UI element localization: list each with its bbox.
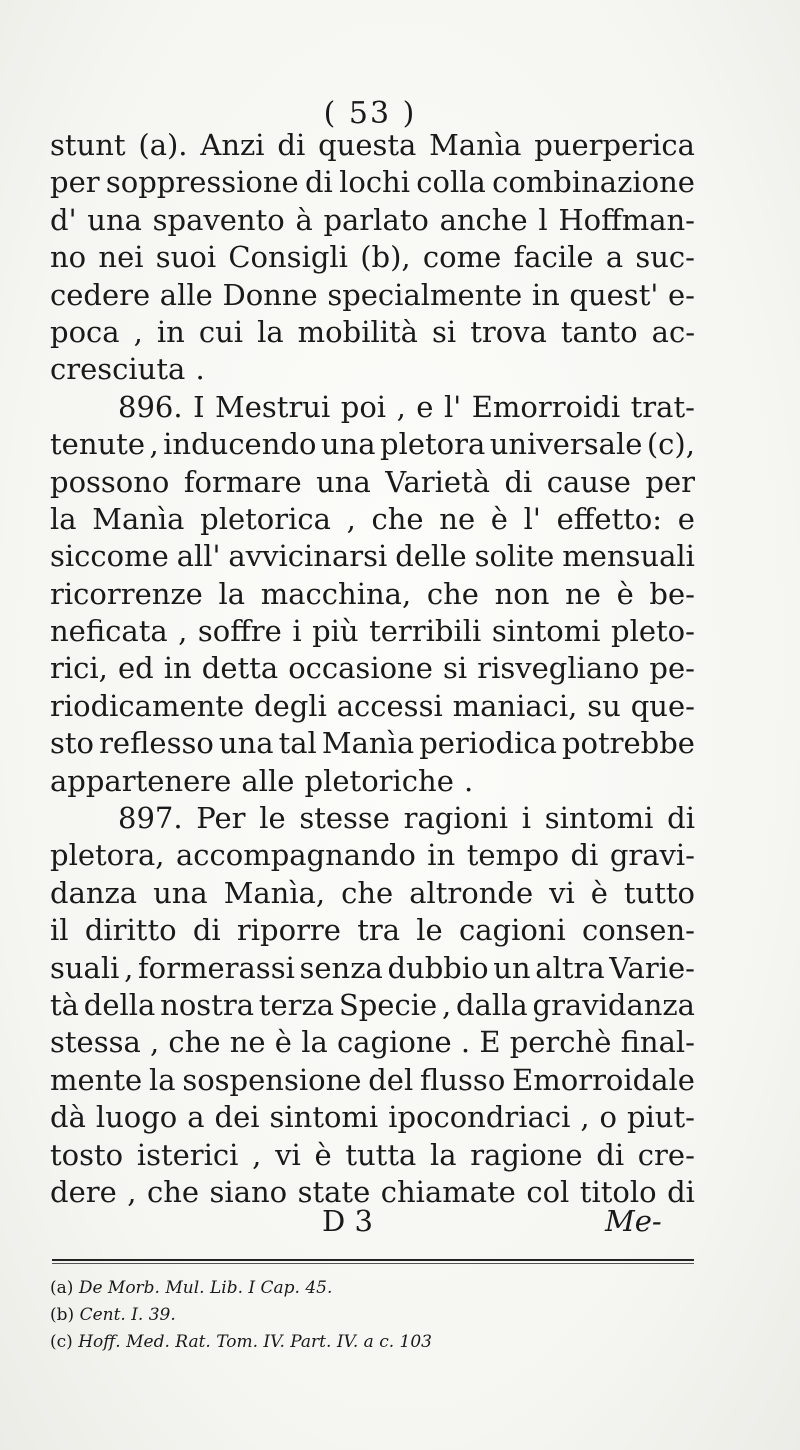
word: dubbio: [387, 950, 489, 985]
text-line: [50, 501, 695, 538]
word: ,: [133, 314, 143, 349]
word: cui: [198, 314, 244, 349]
word: di: [667, 1174, 695, 1209]
word: nostra: [160, 987, 254, 1022]
word: flusso: [420, 1062, 506, 1097]
word: non: [494, 576, 550, 611]
word: come: [422, 240, 502, 275]
text-line: [50, 837, 695, 874]
word: mobilità: [297, 314, 418, 349]
word: la: [301, 1025, 328, 1060]
word: cause: [546, 464, 631, 499]
footnote-text: Hoff. Med. Rat. Tom. IV. Part. IV. a c. 103: [78, 1332, 432, 1352]
word: 896.: [118, 389, 183, 424]
word: riporre: [236, 913, 341, 948]
word: no: [50, 240, 87, 275]
word: l': [523, 501, 541, 536]
word: di: [667, 801, 695, 836]
word: siano: [209, 1174, 288, 1209]
text-line: [50, 576, 695, 613]
word: d': [50, 202, 77, 237]
word: a: [605, 240, 624, 275]
text-line: [50, 426, 695, 463]
word: be-: [649, 576, 695, 611]
word: pleto-: [611, 614, 695, 649]
word: in: [156, 314, 185, 349]
word: effetto:: [556, 501, 663, 536]
word: le: [416, 913, 443, 948]
word: diritto: [84, 913, 177, 948]
word: formerassi: [137, 950, 295, 985]
word: gravi-: [609, 838, 695, 873]
footnote-text: De Morb. Mul. Lib. I Cap. 45.: [78, 1278, 333, 1298]
word: possono: [50, 464, 170, 499]
word: tutto: [623, 875, 695, 910]
word: per: [50, 165, 100, 200]
word: sto: [50, 726, 94, 761]
word: alle: [159, 277, 213, 312]
word: tal: [278, 726, 317, 761]
footnote-mark: (c): [50, 1332, 73, 1352]
word: altronde: [409, 875, 534, 910]
word: in: [163, 651, 192, 686]
word: anche: [439, 202, 528, 237]
text-line: [50, 389, 695, 426]
word: ,: [124, 950, 134, 985]
word: Hoffman-: [558, 202, 695, 237]
word: di: [570, 838, 599, 873]
word: specialmente: [327, 277, 523, 312]
word: ,: [149, 427, 159, 462]
word: Manìa: [429, 128, 522, 162]
word: ipocondriaci: [388, 1100, 571, 1135]
word: detta: [201, 651, 279, 686]
footnote: [50, 1302, 670, 1329]
word: piut-: [626, 1100, 695, 1135]
word: che: [426, 576, 479, 611]
word: cagioni: [458, 913, 566, 948]
word: gravidanza: [532, 987, 695, 1022]
word: la: [429, 1137, 457, 1172]
word: una: [316, 464, 371, 499]
word: è: [490, 501, 508, 536]
word: ,: [441, 987, 452, 1022]
word: di: [277, 128, 306, 162]
word: lochi: [339, 165, 411, 200]
word: alle: [241, 763, 295, 798]
word: suali: [50, 950, 120, 985]
word: riodicamente: [50, 688, 245, 723]
word: cagione: [336, 1025, 452, 1060]
word: pletoriche: [304, 763, 454, 798]
word: è: [616, 576, 634, 611]
text-line: [50, 950, 695, 987]
word: questa: [318, 128, 417, 162]
word: ragione: [470, 1137, 583, 1172]
word: Varie-: [609, 950, 695, 985]
text-line: [50, 650, 695, 687]
word: in: [531, 277, 560, 312]
word: che: [341, 875, 394, 910]
word: poi: [340, 389, 387, 424]
word: formare: [183, 464, 302, 499]
word: si: [432, 314, 457, 349]
word: che: [371, 501, 424, 536]
word: appartenere: [50, 763, 232, 798]
word: a: [187, 1100, 205, 1135]
word: e: [677, 501, 695, 536]
word: una: [320, 427, 376, 462]
text-line: [50, 314, 695, 351]
word: tenute: [50, 427, 145, 462]
word: una: [218, 726, 274, 761]
word: soffre: [197, 614, 282, 649]
word: la: [50, 501, 77, 536]
word: ,: [149, 1025, 160, 1060]
word: la: [218, 576, 246, 611]
word: .: [195, 352, 205, 387]
word: risvegliano: [477, 651, 640, 686]
word: .: [460, 1025, 471, 1060]
word: accompagnando: [175, 838, 416, 873]
word: quest': [569, 277, 659, 312]
word: periodica: [419, 726, 557, 761]
word: la: [257, 314, 284, 349]
word: è: [314, 1137, 332, 1172]
word: ,: [252, 1137, 262, 1172]
word: ,: [178, 614, 188, 649]
word: colla: [416, 165, 486, 200]
word: soppressione: [105, 165, 299, 200]
text-line: [50, 800, 695, 837]
word: più: [312, 614, 359, 649]
text-line: [50, 164, 695, 201]
word: Manìa: [321, 726, 415, 761]
word: mente: [50, 1062, 143, 1097]
word: ,: [127, 1174, 137, 1209]
word: titolo: [579, 1174, 657, 1209]
word: del: [368, 1062, 414, 1097]
word: e: [416, 389, 434, 424]
word: ricorrenze: [50, 576, 203, 611]
word: ,: [580, 1100, 590, 1135]
word: tra: [357, 913, 401, 948]
word: che: [168, 1025, 221, 1060]
word: degli: [254, 688, 327, 723]
word: dei: [214, 1100, 260, 1135]
word: siccome: [50, 539, 169, 574]
word: vi: [275, 1137, 301, 1172]
text-line: [50, 538, 695, 575]
word: (c),: [646, 427, 695, 462]
word: Manìa,: [223, 875, 326, 910]
word: isterici: [136, 1137, 239, 1172]
word: chiamate: [380, 1174, 516, 1209]
signature-row: [0, 1200, 800, 1240]
word: parlato: [323, 202, 429, 237]
word: la: [148, 1062, 176, 1097]
word: tanto: [560, 314, 638, 349]
word: tosto: [50, 1137, 124, 1172]
word: state: [297, 1174, 371, 1209]
word: il: [50, 913, 69, 948]
word: mensuali: [562, 539, 695, 574]
word: sintomi: [491, 614, 601, 649]
word: combinazione: [492, 165, 695, 200]
text-line: [50, 763, 695, 800]
word: della: [83, 987, 156, 1022]
word: di: [596, 1137, 625, 1172]
text-line: [50, 1099, 695, 1136]
word: suc-: [635, 240, 695, 275]
word: Manìa: [92, 501, 185, 536]
body-text: [50, 127, 695, 1211]
word: tempo: [466, 838, 560, 873]
footnote-rule-thin: [52, 1263, 694, 1264]
word: sintomi: [269, 1100, 379, 1135]
word: cedere: [50, 277, 151, 312]
word: nei: [98, 240, 144, 275]
word: per: [645, 464, 695, 499]
text-line: [50, 127, 695, 164]
word: altra: [535, 950, 605, 985]
word: dà: [50, 1100, 86, 1135]
word: sintomi: [544, 801, 654, 836]
word: una: [153, 875, 208, 910]
text-line: [50, 202, 695, 239]
word: neficata: [50, 614, 168, 649]
text-line: [50, 613, 695, 650]
word: ne: [439, 501, 476, 536]
word: i: [521, 801, 532, 836]
word: (a).: [138, 128, 188, 162]
word: macchina,: [260, 576, 412, 611]
text-line: [50, 1024, 695, 1061]
catchword: Me-: [605, 1204, 662, 1238]
word: terza: [258, 987, 335, 1022]
word: col: [526, 1174, 570, 1209]
word: ne: [229, 1025, 266, 1060]
word: ne: [565, 576, 601, 611]
text-line: [50, 688, 695, 725]
word: dalla: [455, 987, 528, 1022]
word: pletorica: [200, 501, 331, 536]
word: Mestrui: [215, 389, 331, 424]
word: que-: [630, 688, 695, 723]
word: Emorroidale: [512, 1062, 695, 1097]
word: puerperica: [534, 128, 695, 162]
footnote-mark: (b): [50, 1305, 75, 1325]
word: Emorroidi: [471, 389, 621, 424]
word: Anzi: [200, 128, 265, 162]
word: di: [504, 464, 533, 499]
word: stessa: [50, 1025, 141, 1060]
word: perchè: [509, 1025, 612, 1060]
word: final-: [620, 1025, 695, 1060]
word: universale: [489, 427, 643, 462]
word: stesse: [299, 801, 390, 836]
word: senza: [299, 950, 383, 985]
word: cre-: [637, 1137, 695, 1172]
word: ed: [117, 651, 154, 686]
word: consen-: [582, 913, 695, 948]
word: di: [192, 913, 221, 948]
footnote-text: Cent. I. 39.: [79, 1305, 176, 1325]
word: reflesso: [99, 726, 214, 761]
word: su: [587, 688, 621, 723]
word: pe-: [649, 651, 695, 686]
word: tà: [50, 987, 79, 1022]
word: occasione: [288, 651, 433, 686]
word: stunt: [50, 128, 126, 162]
word: danza: [50, 875, 138, 910]
word: facile: [513, 240, 594, 275]
footnote-mark: (a): [50, 1278, 74, 1298]
text-line: [50, 239, 695, 276]
word: Varietà: [385, 464, 491, 499]
word: sospensione: [182, 1062, 362, 1097]
word: l': [443, 389, 462, 424]
word: à: [295, 202, 313, 237]
word: ragioni: [403, 801, 509, 836]
word: Specie: [338, 987, 438, 1022]
word: poca: [50, 314, 120, 349]
word: trova: [470, 314, 547, 349]
word: .: [464, 763, 474, 798]
footnote: [50, 1329, 670, 1356]
footnotes: [50, 1275, 670, 1356]
word: e-: [667, 277, 695, 312]
word: le: [259, 801, 286, 836]
word: I: [193, 389, 205, 424]
word: di: [304, 165, 333, 200]
word: si: [442, 651, 468, 686]
word: suoi: [155, 240, 217, 275]
word: avvicinarsi: [228, 539, 388, 574]
word: luogo: [95, 1100, 178, 1135]
word: 897.: [118, 801, 183, 836]
word: E: [479, 1025, 501, 1060]
word: accessi: [336, 688, 443, 723]
word: o: [599, 1100, 617, 1135]
text-line: [50, 351, 695, 388]
word: Per: [196, 801, 246, 836]
text-line: [50, 912, 695, 949]
page-number: ( 53 ): [323, 96, 417, 131]
word: che: [146, 1174, 200, 1209]
word: cresciuta: [50, 352, 186, 387]
word: terribili: [369, 614, 482, 649]
word: dere: [50, 1174, 117, 1209]
word: trat-: [630, 389, 695, 424]
word: pletora,: [50, 838, 165, 873]
word: potrebbe: [561, 726, 695, 761]
word: all': [176, 539, 221, 574]
word: è: [274, 1025, 292, 1060]
word: rici,: [50, 651, 108, 686]
text-line: [50, 1062, 695, 1099]
word: Donne: [222, 277, 318, 312]
word: una: [87, 202, 142, 237]
word: in: [427, 838, 456, 873]
word: (b),: [360, 240, 411, 275]
word: ,: [346, 501, 356, 536]
footnote: [50, 1275, 670, 1302]
text-line: [50, 987, 695, 1024]
footnote-rule: [52, 1259, 694, 1261]
word: spavento: [152, 202, 285, 237]
text-line: [50, 464, 695, 501]
word: un: [493, 950, 531, 985]
word: pletora: [380, 427, 486, 462]
text-line: [50, 277, 695, 314]
word: vi: [549, 875, 575, 910]
text-line: [50, 1137, 695, 1174]
word: solite: [474, 539, 555, 574]
signature-mark: D 3: [322, 1204, 373, 1238]
word: Consigli: [228, 240, 348, 275]
text-line: [50, 875, 695, 912]
word: tutta: [345, 1137, 417, 1172]
word: ,: [396, 389, 406, 424]
word: maniaci,: [452, 688, 578, 723]
text-line: [50, 725, 695, 762]
word: inducendo: [163, 427, 317, 462]
word: è: [590, 875, 608, 910]
word: i: [292, 614, 302, 649]
word: delle: [395, 539, 467, 574]
word: ac-: [651, 314, 695, 349]
word: l: [538, 202, 548, 237]
